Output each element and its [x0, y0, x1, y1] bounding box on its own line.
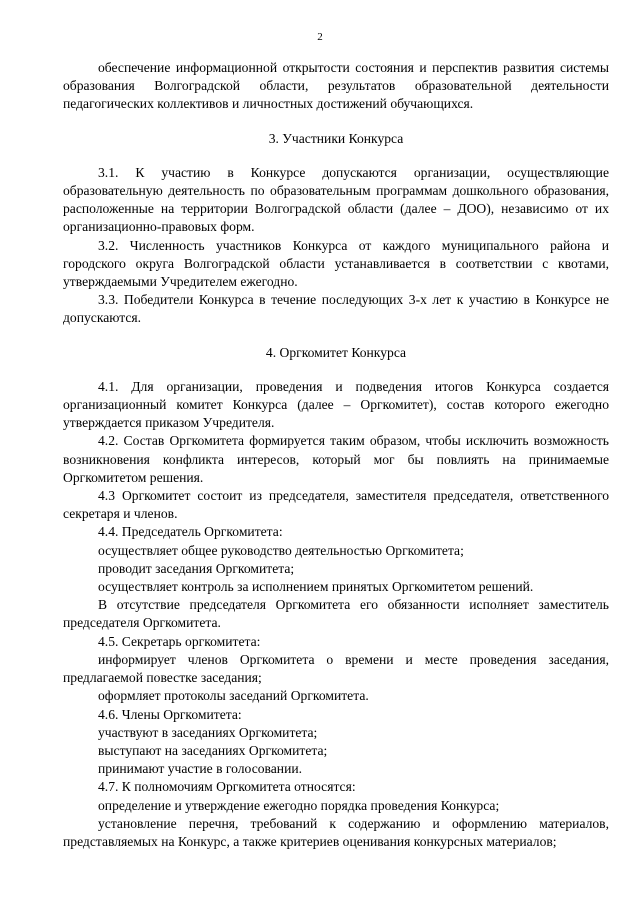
paragraph-4-7-a: определение и утверждение ежегодно порядка проведения Конкурса; [98, 797, 500, 813]
intro-paragraph: обеспечение информационной открытости состояния и перспектив развития системы образования Волгоградской области, результатов образовательной деятельности педагогических коллективов и личностных достижений обучающихся. [63, 60, 609, 112]
paragraph-4-5-a: информирует членов Оргкомитета о времени и месте проведения заседания, предлагаемой повестке заседания; [63, 651, 609, 686]
paragraph-4-7: 4.7. К полномочиям Оргкомитета относятся: [98, 779, 356, 795]
paragraph-4-5-b: оформляет протоколы заседаний Оргкомитета. [98, 688, 369, 704]
paragraph-3-1: 3.1. К участию в Конкурсе допускаются организации, осуществляющие образовательную деятельность по образовательным программам дошкольного образования, расположенные на территории Волгоградской области (далее – ДОО), независимо от их организационно-правовых форм. [63, 164, 609, 235]
section-3-title: 3. Участники Конкурса [268, 130, 404, 146]
paragraph-3-3: 3.3. Победители Конкурса в течение последующих 3-х лет к участию в Конкурсе не допускаются. [63, 292, 609, 326]
paragraph-3-2: 3.2. Численность участников Конкурса от каждого муниципального района и городского округа Волгоградской области устанавливается в соответствии с квотами, утверждаемыми Учредителем ежегодно. [63, 237, 609, 290]
paragraph-4-6: 4.6. Члены Оргкомитета: [98, 706, 242, 722]
paragraph-4-3: 4.3 Оргкомитет состоит из председателя, заместителя председателя, ответственного секретаря и членов. [63, 488, 609, 522]
paragraph-4-4-c: осуществляет контроль за исполнением принятых Оргкомитетом решений. [98, 579, 534, 595]
paragraph-4-1: 4.1. Для организации, проведения и подведения итогов Конкурса создается организационный комитет Конкурса (далее – Оргкомитет), состав которого ежегодно утверждается приказом Учредителя. [63, 378, 609, 431]
paragraph-4-5: 4.5. Секретарь оргкомитета: [98, 633, 261, 649]
paragraph-4-4-b: проводит заседания Оргкомитета; [98, 560, 295, 576]
paragraph-4-4: 4.4. Председатель Оргкомитета: [98, 524, 283, 540]
paragraph-4-4-a: осуществляет общее руководство деятельностью Оргкомитета; [98, 542, 464, 558]
paragraph-4-4-d: В отсутствие председателя Оргкомитета его обязанности исполняет заместитель председателя Оргкомитета. [63, 597, 609, 631]
section-4-title: 4. Оргкомитет Конкурса [265, 344, 407, 360]
paragraph-4-6-b: выступают на заседаниях Оргкомитета; [98, 742, 328, 758]
document-body [63, 59, 609, 851]
paragraph-4-7-b: установление перечня, требований к содержанию и оформлению материалов, представляемых на Конкурс, а также критериев оценивания конкурсных материалов; [63, 815, 609, 849]
paragraph-4-6-a: участвуют в заседаниях Оргкомитета; [98, 724, 318, 740]
paragraph-4-6-c: принимают участие в голосовании. [98, 761, 303, 777]
page-number: 2 [317, 31, 323, 43]
paragraph-4-2: 4.2. Состав Оргкомитета формируется таким образом, чтобы исключить возможность возникновения конфликта интересов, который мог бы повлиять на принимаемые Оргкомитетом решения. [63, 433, 609, 485]
